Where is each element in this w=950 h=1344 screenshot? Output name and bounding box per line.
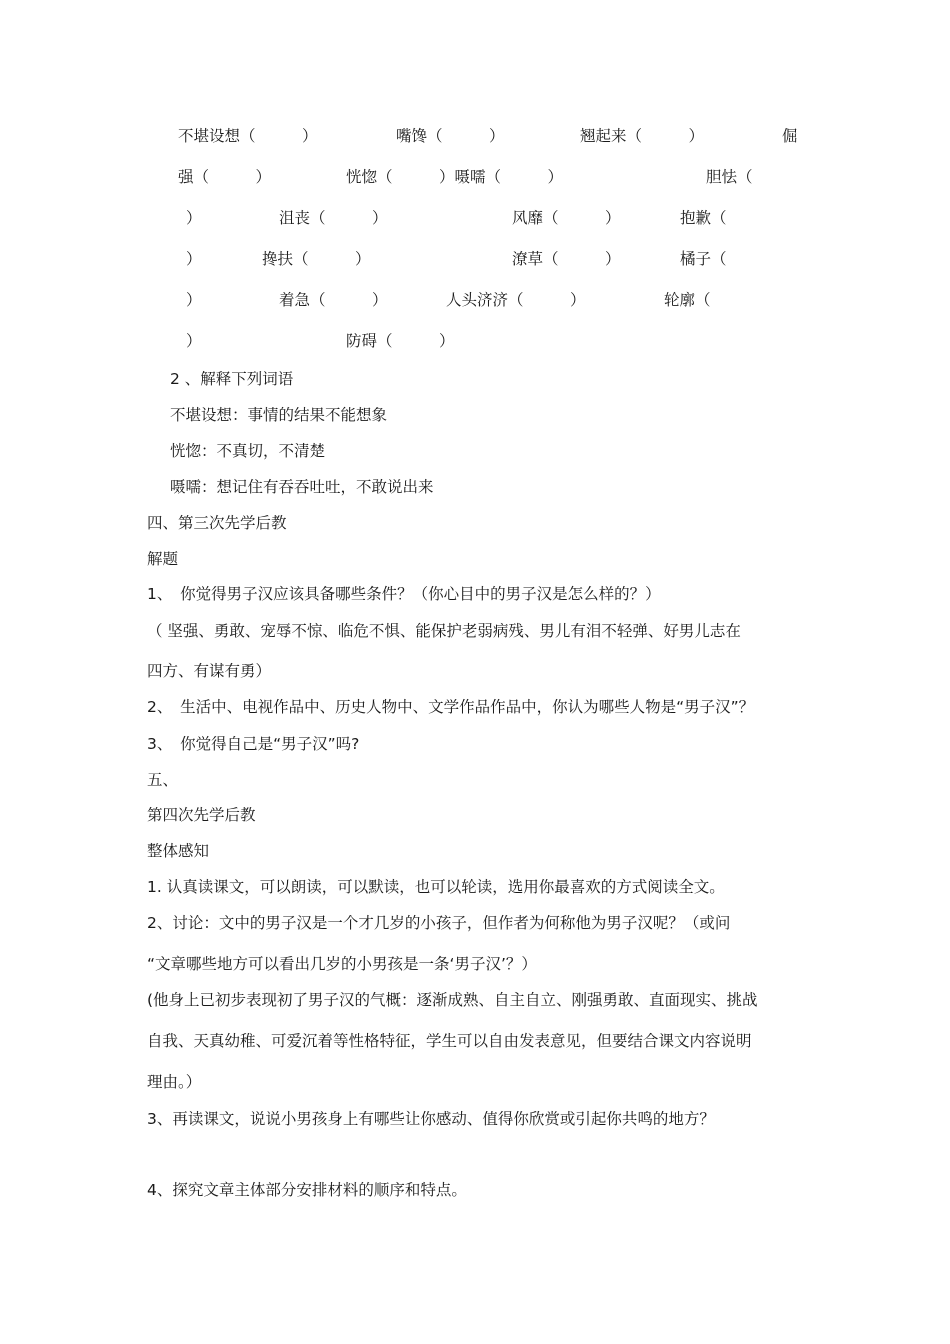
vocab-item: 防碍（ ） (346, 332, 455, 350)
vocab-item: 潦草（ ） (512, 250, 621, 268)
answer-text: 理由。） (147, 1073, 202, 1091)
vocab-item: 着急（ ） (279, 291, 388, 309)
definition-item: 不堪设想：事情的结果不能想象 (170, 406, 388, 424)
paragraph: 2、讨论：文中的男子汉是一个才几岁的小孩子，但作者为何称他为男子汉呢？（或问 (147, 914, 731, 932)
vocab-item: 风靡（ ） (512, 209, 621, 227)
answer-text: 四方、有谋有勇） (147, 662, 272, 680)
definition-item: 恍惚：不真切，不清楚 (170, 442, 326, 460)
vocab-item: 倔 (782, 127, 798, 145)
question: 2、 生活中、电视作品中、历史人物中、文学作品作品中，你认为哪些人物是“男子汉”？ (147, 698, 755, 716)
definition-item: 嗫嚅：想记住有吞吞吐吐，不敢说出来 (170, 478, 434, 496)
paragraph: 1. 认真读课文，可以朗读，可以默读，也可以轮读，选用你最喜欢的方式阅读全文。 (147, 878, 725, 896)
vocab-item: 翘起来（ ） (580, 127, 705, 145)
section-heading: 五、 (147, 771, 179, 789)
vocab-item: 搀扶（ ） (262, 250, 371, 268)
vocab-item: ） (186, 332, 202, 350)
question: 3、 你觉得自己是“男子汉”吗? (147, 735, 360, 753)
paragraph: 3、再读课文，说说小男孩身上有哪些让你感动、值得你欣赏或引起你共鸣的地方？ (147, 1110, 715, 1128)
answer-text: 自我、天真幼稚、可爱沉着等性格特征，学生可以自由发表意见，但要结合课文内容说明 (147, 1032, 752, 1050)
vocab-item: ） (186, 250, 202, 268)
vocab-item: 恍惚（ ）嗫嚅（ ） (346, 168, 564, 186)
section-title: 第四次先学后教 (147, 806, 256, 824)
answer-text: (他身上已初步表现初了男子汉的气概：逐渐成熟、自主自立、刚强勇敢、直面现实、挑战 (147, 991, 758, 1009)
section-heading: 2 、解释下列词语 (170, 370, 294, 388)
vocab-item: 轮廓（ (664, 291, 711, 309)
paragraph: 4、探究文章主体部分安排材料的顺序和特点。 (147, 1181, 467, 1199)
vocab-item: 抱歉（ (680, 209, 727, 227)
section-heading: 四、第三次先学后教 (147, 514, 287, 532)
vocab-item: ） (186, 209, 202, 227)
subheading: 整体感知 (147, 842, 210, 860)
answer-text: （ 坚强、勇敢、宠辱不惊、临危不惧、能保护老弱病残、男儿有泪不轻弹、好男儿志在 (147, 622, 741, 640)
vocab-item: 强（ ） (178, 168, 272, 186)
vocab-item: 人头济济（ ） (446, 291, 586, 309)
paragraph: “文章哪些地方可以看出几岁的小男孩是一条‘男子汉’？） (147, 955, 537, 973)
vocab-item: 橘子（ (680, 250, 727, 268)
vocab-item: 嘴馋（ ） (396, 127, 505, 145)
vocab-item: 沮丧（ ） (279, 209, 388, 227)
vocab-item: ） (186, 291, 202, 309)
question: 1、 你觉得男子汉应该具备哪些条件？（你心目中的男子汉是怎么样的？） (147, 585, 661, 603)
vocab-item: 胆怯（ (706, 168, 753, 186)
vocab-item: 不堪设想（ ） (178, 127, 318, 145)
subheading: 解题 (147, 550, 179, 568)
